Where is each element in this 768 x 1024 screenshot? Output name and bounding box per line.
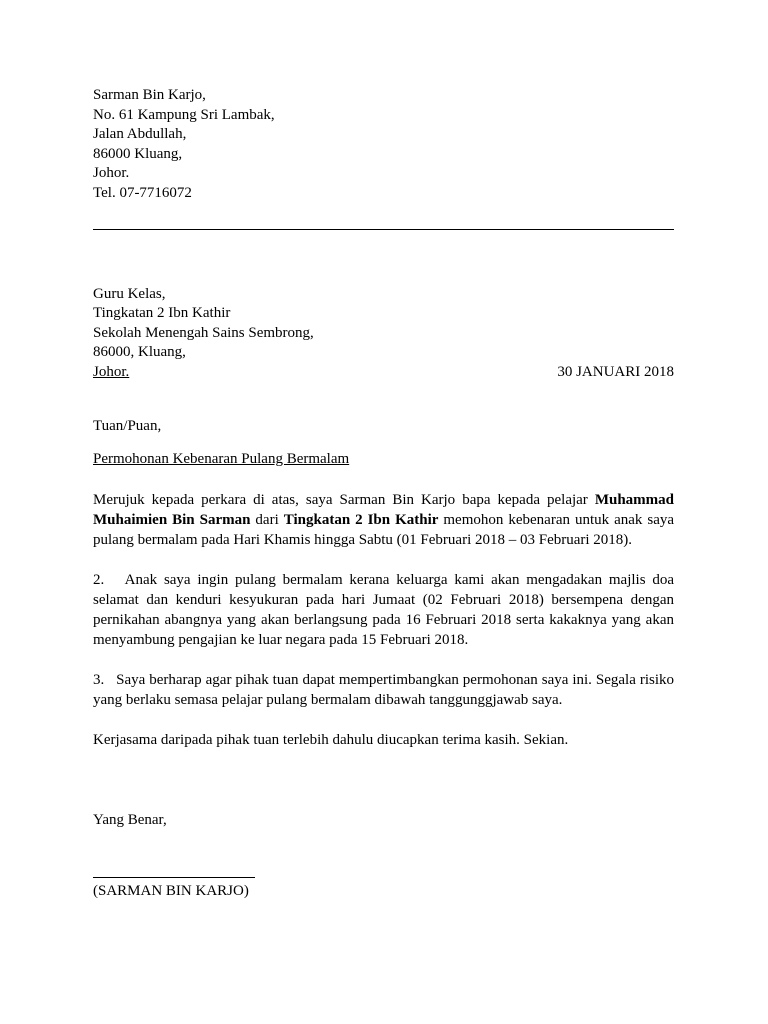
paragraph-1 (93, 490, 674, 550)
sender-phone: Tel. 07-7716072 (93, 184, 192, 201)
recipient-state: Johor. (93, 363, 130, 380)
subject-line: Permohonan Kebenaran Pulang Bermalam (93, 451, 350, 468)
student-class: Tingkatan 2 Ibn Kathir (283, 511, 439, 528)
signature-name: (SARMAN BIN KARJO) (93, 883, 249, 900)
closing: Yang Benar, (93, 811, 167, 828)
sender-name: Sarman Bin Karjo, (93, 87, 206, 103)
salutation: Tuan/Puan, (93, 417, 162, 434)
sender-state: Johor. (93, 165, 130, 182)
sender-address (93, 86, 674, 204)
recipient-class: Tingkatan 2 Ibn Kathir (93, 305, 231, 322)
paragraph-2: 2. Anak saya ingin pulang bermalam kerana keluarga kami akan mengadakan majlis doa selamat dan kenduri kesyukuran pada hari Jumaat (02 Februari 2018) bersempena dengan pernikahan abangnya yang akan berlangsung pada 16 Februari 2018 serta kakaknya yang akan menyambung pengajian ke luar negara pada 15 Februari 2018. (93, 571, 674, 648)
header-divider (93, 229, 674, 230)
recipient-title: Guru Kelas, (93, 285, 166, 302)
paragraph-1-text-b: dari (250, 511, 284, 528)
recipient-postcode-city: 86000, Kluang, (93, 344, 186, 361)
signature-line (93, 877, 255, 878)
state-date-row (93, 363, 674, 383)
paragraph-1-text-a: Merujuk kepada perkara di atas, saya Sarman Bin Karjo bapa kepada pelajar (93, 491, 595, 508)
sender-postcode-city: 86000 Kluang, (93, 145, 183, 162)
recipient-address (93, 285, 674, 383)
paragraph-3: 3. Saya berharap agar pihak tuan dapat mempertimbangkan permohonan saya ini. Segala risiko yang berlaku semasa pelajar pulang bermalam dibawah tanggunggjawab saya. (93, 671, 674, 708)
letter-date: 30 JANUARI 2018 (557, 363, 674, 380)
sender-address-line-2: Jalan Abdullah, (93, 126, 187, 143)
paragraph-4: Kerjasama daripada pihak tuan terlebih dahulu diucapkan terima kasih. Sekian. (93, 731, 569, 748)
recipient-school: Sekolah Menengah Sains Sembrong, (93, 324, 314, 341)
letter-page (93, 86, 674, 902)
sender-address-line-1: No. 61 Kampung Sri Lambak, (93, 106, 275, 123)
student-name: Muhammad Muhaimien Bin Sarman (93, 491, 674, 528)
paragraph-1-text-c: memohon kebenaran untuk anak saya pulang bermalam pada Hari Khamis hingga Sabtu (01 Februari 2018 – 03 Februari 2018). (93, 511, 675, 548)
